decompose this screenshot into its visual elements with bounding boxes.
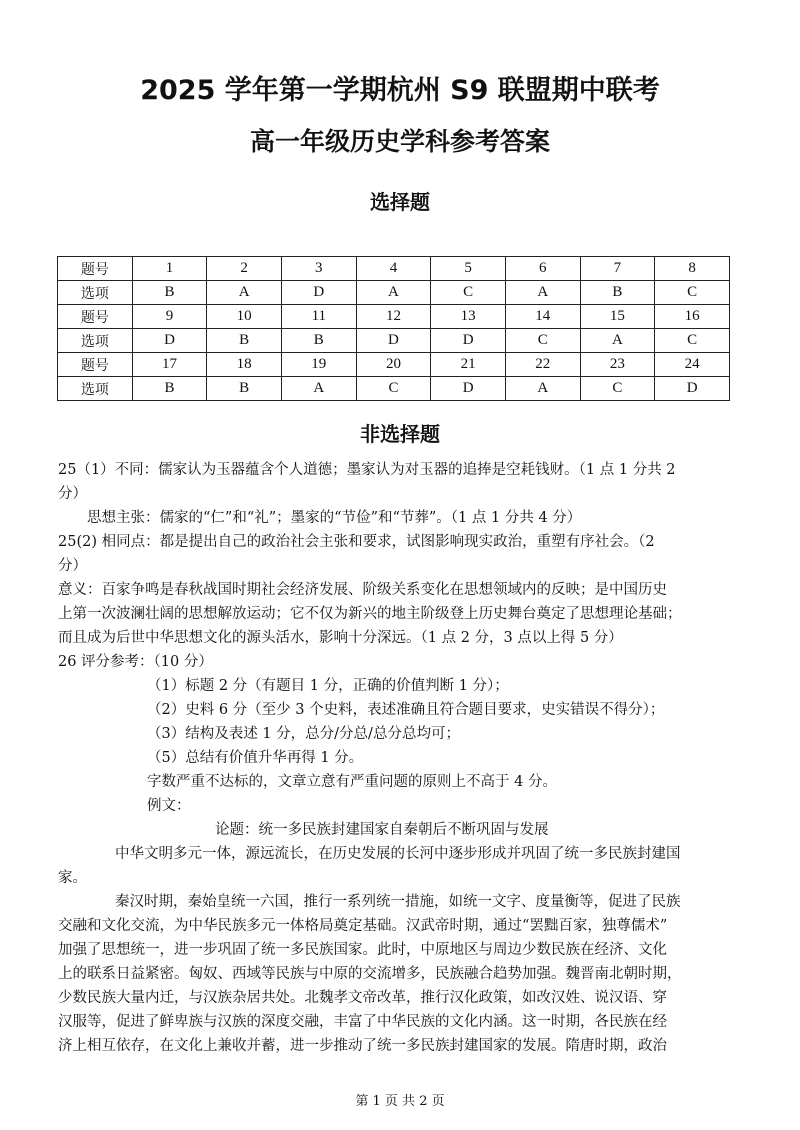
q26-criterion: （2）史料 6 分（至少 3 个史料，表述准确且符合题目要求，史实错误不得分）；	[147, 702, 665, 718]
answer-cell: 5	[431, 257, 506, 281]
answer-cell: B	[580, 281, 655, 305]
answer-cell: 1	[132, 257, 207, 281]
q26-criterion: （1）标题 2 分（有题目 1 分，正确的价值判断 1 分）；	[147, 678, 509, 694]
answer-cell: 22	[505, 353, 580, 377]
answer-cell: B	[132, 377, 207, 401]
answer-cell: A	[207, 281, 282, 305]
page-subtitle: 高一年级历史学科参考答案	[249, 127, 550, 156]
q25-2-line: 上第一次波澜壮阔的思想解放运动；它不仅为新兴的地主阶级登上历史舞台奠定了思想理论基础；	[58, 606, 682, 622]
page-number: 第 1 页 共 2 页	[355, 1094, 445, 1109]
q26-note: 字数严重不达标的，文章立意有严重问题的原则上不高于 4 分。	[147, 774, 557, 790]
answer-cell: D	[356, 329, 431, 353]
answer-cell: D	[431, 377, 506, 401]
example-label: 例文：	[147, 798, 191, 814]
row-header-cell: 选项	[58, 377, 133, 401]
answer-cell: 21	[431, 353, 506, 377]
q25-2-line: 25(2) 相同点：都是提出自己的政治社会主张和要求，试图影响现实政治，重塑有序社会。（2	[58, 534, 655, 550]
answer-cell: 8	[655, 257, 730, 281]
q25-1-line: 思想主张：儒家的“仁”和“礼”；墨家的“节俭”和“节葬”。（1 点 1 分共 4 分）	[87, 510, 582, 526]
answer-cell: 18	[207, 353, 282, 377]
answer-cell: 17	[132, 353, 207, 377]
essay-thesis: 论题：统一多民族封建国家自秦朝后不断巩固与发展	[215, 822, 549, 838]
essay-line: 上的联系日益紧密。匈奴、西域等民族与中原的交流增多，民族融合趋势加强。魏晋南北朝时期，	[58, 966, 682, 982]
answer-cell: 15	[580, 305, 655, 329]
answer-cell: C	[356, 377, 431, 401]
answer-cell: C	[505, 329, 580, 353]
answer-cell: C	[580, 377, 655, 401]
q25-2-line: 分）	[58, 558, 87, 574]
row-header-cell: 选项	[58, 281, 133, 305]
row-header-cell: 题号	[58, 353, 133, 377]
answer-table-row	[58, 305, 730, 329]
answer-cell: A	[505, 281, 580, 305]
answer-cell: C	[655, 281, 730, 305]
essay-line: 家。	[58, 870, 87, 886]
answer-table-row	[58, 329, 730, 353]
answer-cell: D	[281, 281, 356, 305]
answer-cell: D	[431, 329, 506, 353]
row-header-cell: 题号	[58, 305, 133, 329]
answer-cell: 7	[580, 257, 655, 281]
answer-cell: B	[207, 329, 282, 353]
answer-cell: 23	[580, 353, 655, 377]
answer-cell: A	[505, 377, 580, 401]
answer-cell: A	[580, 329, 655, 353]
answer-cell: 12	[356, 305, 431, 329]
answer-cell: D	[655, 377, 730, 401]
q25-2-line: 而且成为后世中华思想文化的源头活水，影响十分深远。（1 点 2 分，3 点以上得 5 分）	[58, 630, 623, 646]
answer-table-row	[58, 377, 730, 401]
answer-cell: 14	[505, 305, 580, 329]
answer-cell: 3	[281, 257, 356, 281]
answer-cell: D	[132, 329, 207, 353]
answer-table-row	[58, 257, 730, 281]
essay-line: 济上相互依存，在文化上兼收并蓄，进一步推动了统一多民族封建国家的发展。隋唐时期，政治	[58, 1038, 667, 1054]
answer-cell: B	[132, 281, 207, 305]
answer-cell: B	[207, 377, 282, 401]
answer-cell: 19	[281, 353, 356, 377]
essay-line: 加强了思想统一，进一步巩固了统一多民族国家。此时，中原地区与周边少数民族在经济、文化	[58, 942, 667, 958]
answer-cell: C	[655, 329, 730, 353]
essay-line: 交融和文化交流，为中华民族多元一体格局奠定基础。汉武帝时期，通过“罢黜百家，独尊儒术”	[58, 918, 668, 934]
row-header-cell: 题号	[58, 257, 133, 281]
answer-table	[57, 256, 730, 401]
essay-line: 汉服等，促进了鲜卑族与汉族的深度交融，丰富了中华民族的文化内涵。这一时期，各民族在经	[58, 1014, 667, 1030]
section-heading-nonchoice: 非选择题	[360, 422, 440, 446]
answer-cell: 10	[207, 305, 282, 329]
answer-table-row	[58, 353, 730, 377]
answer-cell: B	[281, 329, 356, 353]
answer-cell: 20	[356, 353, 431, 377]
answer-cell: 11	[281, 305, 356, 329]
answer-cell: 4	[356, 257, 431, 281]
answer-table-row	[58, 281, 730, 305]
answer-cell: A	[356, 281, 431, 305]
q26-criterion: （3）结构及表述 1 分，总分/分总/总分总均可；	[147, 726, 460, 742]
essay-line: 少数民族大量内迁，与汉族杂居共处。北魏孝文帝改革，推行汉化政策，如改汉姓、说汉语、穿	[58, 990, 667, 1006]
answer-cell: 2	[207, 257, 282, 281]
answer-cell: 9	[132, 305, 207, 329]
page-title: 2025 学年第一学期杭州 S9 联盟期中联考	[140, 75, 660, 106]
answer-cell: 24	[655, 353, 730, 377]
answer-cell: 16	[655, 305, 730, 329]
answer-cell: A	[281, 377, 356, 401]
answer-cell: 13	[431, 305, 506, 329]
q26-criterion: （5）总结有价值升华再得 1 分。	[147, 750, 364, 766]
q25-1-line: 分）	[58, 486, 87, 502]
section-heading-choice: 选择题	[370, 190, 430, 214]
answer-cell: 6	[505, 257, 580, 281]
q26-heading: 26 评分参考：（10 分）	[58, 654, 213, 670]
answer-cell: C	[431, 281, 506, 305]
q25-1-line: 25（1）不同：儒家认为玉器蕴含个人道德；墨家认为对玉器的追捧是空耗钱财。（1 点 1 分共 2	[58, 462, 676, 478]
essay-line: 秦汉时期，秦始皇统一六国，推行一系列统一措施，如统一文字、度量衡等，促进了民族	[115, 894, 681, 910]
essay-line: 中华文明多元一体，源远流长，在历史发展的长河中逐步形成并巩固了统一多民族封建国	[115, 846, 681, 862]
row-header-cell: 选项	[58, 329, 133, 353]
q25-2-line: 意义：百家争鸣是春秋战国时期社会经济发展、阶级关系变化在思想领域内的反映；是中国历史	[58, 582, 667, 598]
